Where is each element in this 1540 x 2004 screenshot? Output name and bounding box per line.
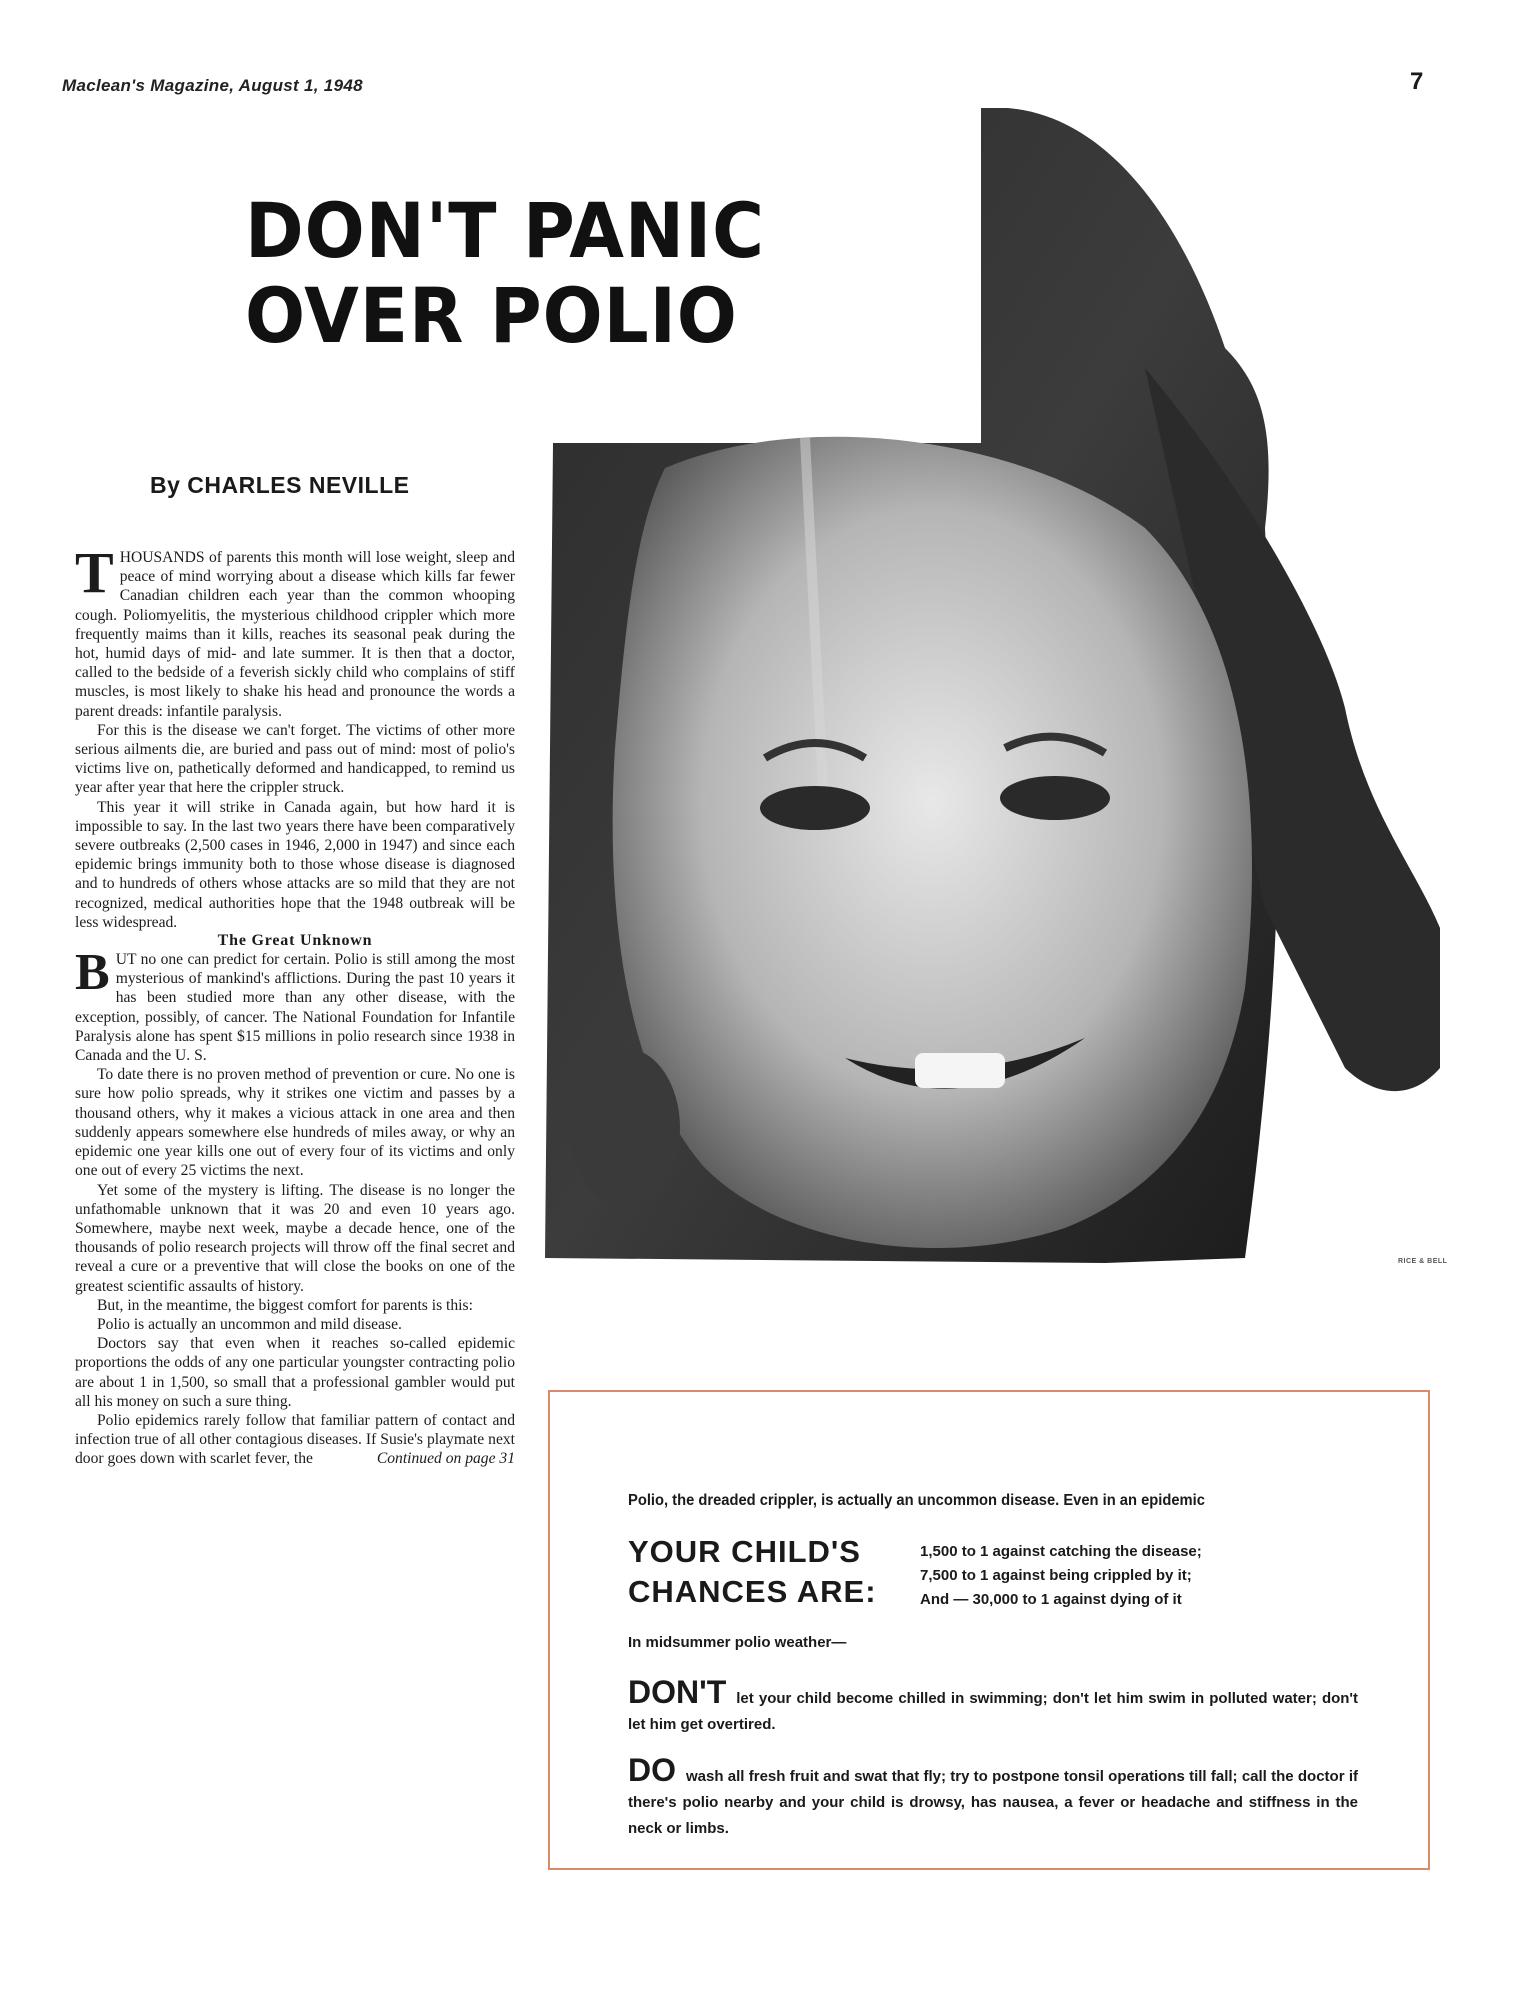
girl-portrait-photo <box>545 108 1448 1268</box>
box-intro: Polio, the dreaded crippler, is actually an uncommon disease. Even in an epidemic <box>628 1492 1205 1509</box>
do-text: wash all fresh fruit and swat that fly; try to postpone tonsil operations till fall; call the doctor if there's polio nearby and your child is drowsy, has nausea, a fever or headache and stiffness in the neck or limbs. <box>628 1768 1358 1837</box>
paragraph-text: Polio epidemics rarely follow that familiar pattern of contact and infection true of all other contagious diseases. If Susie's playmate next door goes down with scarlet fever, the <box>75 1411 515 1468</box>
continued-link[interactable]: Continued on page 31 <box>376 1450 515 1468</box>
paragraph <box>75 540 515 721</box>
byline: By CHARLES NEVILLE <box>150 472 410 498</box>
odds-item: And — 30,000 to 1 against dying of it <box>920 1591 1182 1608</box>
running-head: Maclean's Magazine, August 1, 1948 <box>62 76 363 95</box>
dont-label: DON'T <box>628 1674 727 1710</box>
odds-item: 7,500 to 1 against being crippled by it; <box>920 1567 1192 1584</box>
paragraph: Doctors say that even when it reaches so-called epidemic proportions the odds of any one particular youngster contracting polio are about 1 in 1,500, so small that a professional gambler would put all his money on such a sure thing. <box>75 1335 515 1410</box>
chances-line-2: CHANCES ARE: <box>628 1574 877 1609</box>
paragraph: Yet some of the mystery is lifting. The disease is no longer the unfathomable unknown that it was 20 and even 10 years ago. Somewhere, maybe next week, maybe a decade hence, one of the thousands of polio research projects will throw off the final secret and reveal a cure or a preventive that will close the books on one of the greatest scientific assaults of history. <box>75 1181 515 1295</box>
paragraph: For this is the disease we can't forget. The victims of other more serious ailments die, are buried and pass out of mind: most of polio's victims live on, pathetically deformed and handicapped, to remind us year after year that here the crippler struck. <box>75 721 515 797</box>
page-number: 7 <box>1410 68 1424 95</box>
dont-text: let your child become chilled in swimming; don't let him swim in polluted water; don't let him get overtired. <box>628 1690 1358 1733</box>
article-body <box>75 540 515 1469</box>
weather-lead: In midsummer polio weather— <box>628 1634 847 1651</box>
chances-heading <box>628 1532 877 1612</box>
dont-rule <box>628 1674 1358 1738</box>
do-rule <box>628 1752 1358 1842</box>
paragraph-text: HOUSANDS of parents this month will lose weight, sleep and peace of mind worrying about a disease which kills far fewer Canadian children each year than the common whooping cough. Poliomyelitis, the mysterious childhood crippler which more frequently maims than it kills, reaches its seasonal peak during the hot, humid days of mid- and late summer. It is then that a doctor, called to the bedside of a feverish sickly child who complains of stiff muscles, is most likely to shake his head and pronounce the words a parent dreads: infantile paralysis. <box>75 549 515 720</box>
paragraph: But, in the meantime, the biggest comfort for parents is this: <box>97 1296 473 1314</box>
paragraph <box>75 1411 515 1469</box>
photo-credit: RICE & BELL <box>1398 1258 1448 1265</box>
paragraph: This year it will strike in Canada again, but how hard it is impossible to say. In the last two years there have been comparatively severe outbreaks (2,500 cases in 1946, 2,000 in 1947) and since each epidemic brings immunity both to those whose disease is diagnosed and to hundreds of others whose attacks are so mild that they are not recognized, medical authorities hope that the 1948 outbreak will be less widespread. <box>75 798 515 931</box>
title-line-1: DON'T PANIC <box>245 186 765 275</box>
title-line-2: OVER POLIO <box>245 271 738 361</box>
odds-item: 1,500 to 1 against catching the disease; <box>920 1543 1202 1560</box>
do-label: DO <box>628 1752 676 1788</box>
drop-cap: B <box>75 944 110 1002</box>
drop-cap: T <box>75 540 114 605</box>
paragraph <box>75 944 515 1065</box>
paragraph: Polio is actually an uncommon and mild disease. <box>97 1315 402 1333</box>
sidebar-box <box>548 1390 1430 1870</box>
chances-line-1: YOUR CHILD'S <box>628 1534 861 1569</box>
paragraph-text: UT no one can predict for certain. Polio is still among the most mysterious of mankind's afflictions. During the past 10 years it has been studied more than any other disease, with the exception, possibly, of cancer. The National Foundation for Infantile Paralysis alone has spent $15 millions in polio research since 1938 in Canada and the U. S. <box>75 951 515 1065</box>
section-subhead: The Great Unknown <box>217 932 373 950</box>
paragraph: To date there is no proven method of prevention or cure. No one is sure how polio spreads, why it strikes one victim and passes by a thousand others, why it makes a vicious attack in one area and then suddenly appears somewhere else hundreds of miles away, or why an epidemic one year kills one out of every four of its victims and only one out of every 25 victims the next. <box>75 1066 515 1180</box>
odds-list <box>920 1540 1202 1612</box>
